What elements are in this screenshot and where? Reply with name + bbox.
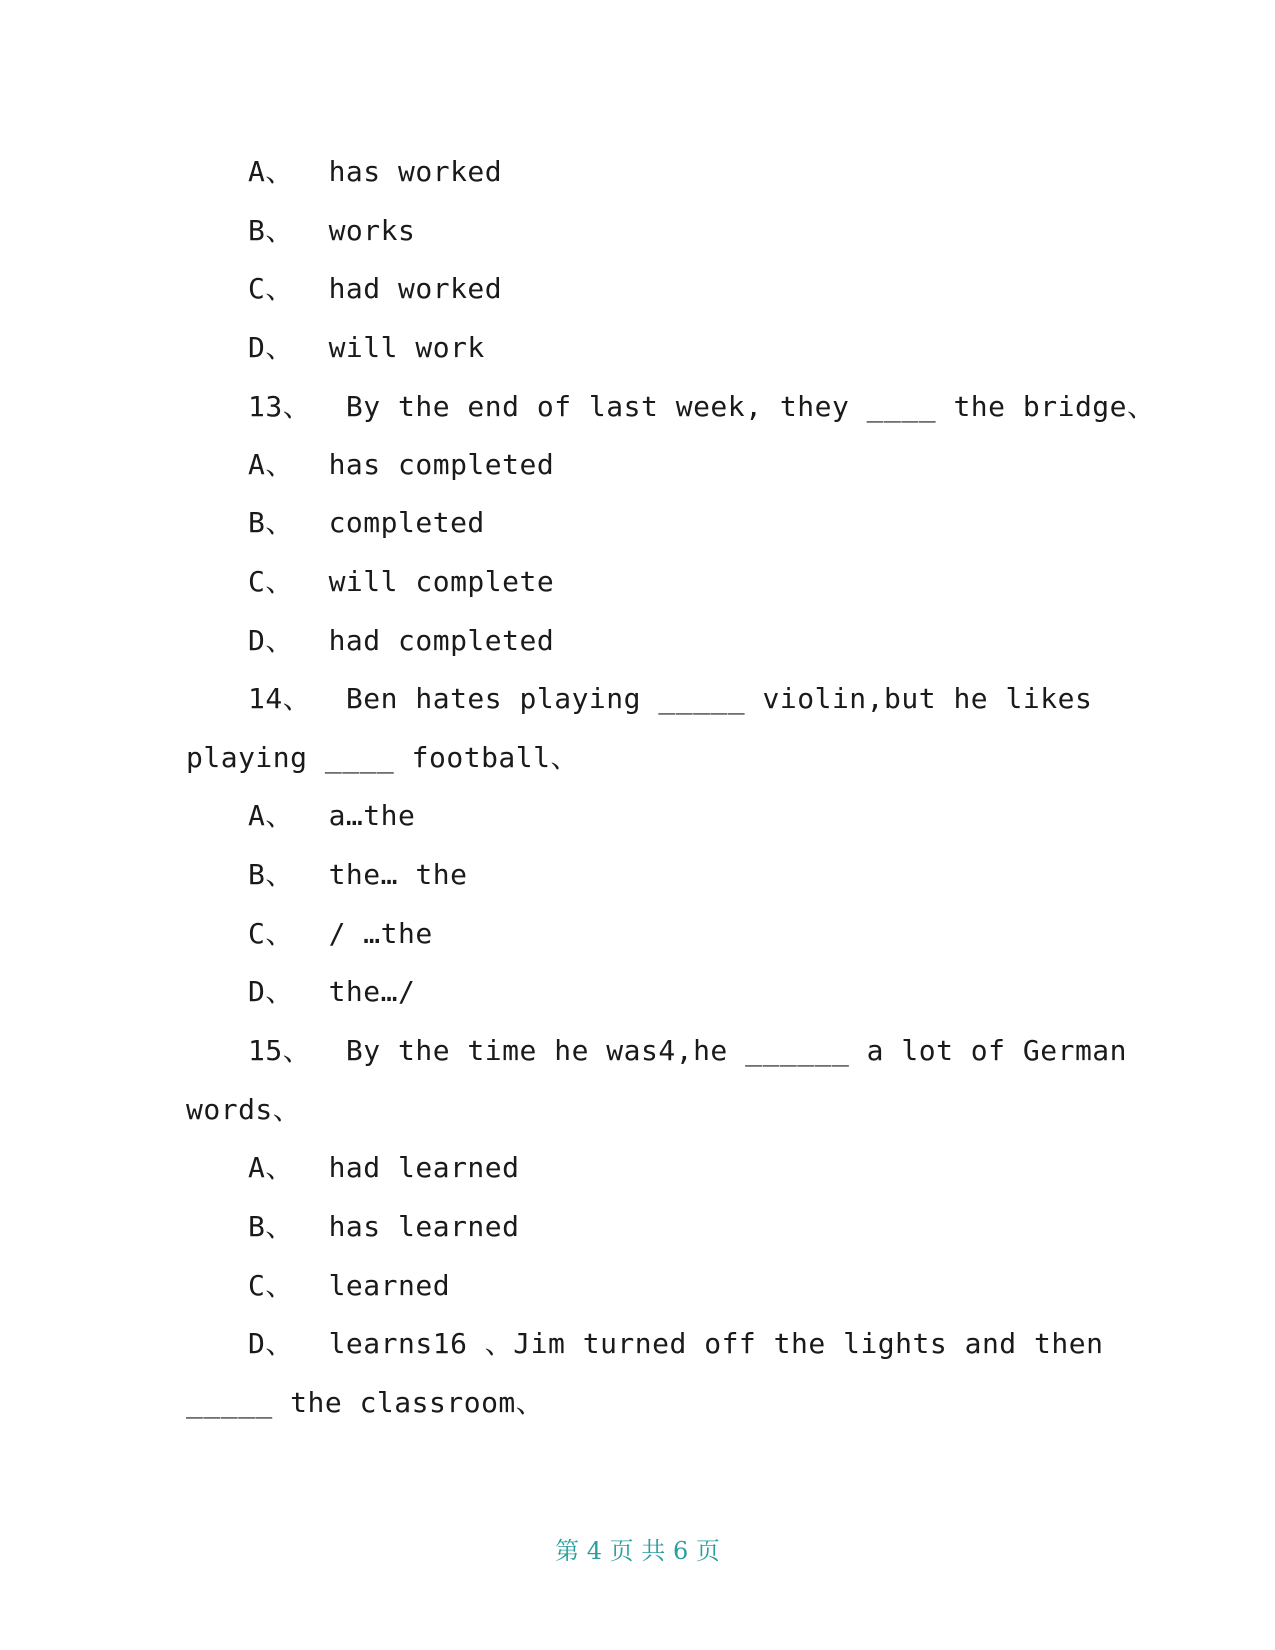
q14-option-c: C、 / …the <box>248 917 433 950</box>
q14-option-b: B、 the… the <box>248 858 468 891</box>
question-16-continued: _____ the classroom、 <box>186 1386 545 1419</box>
q13-option-b: B、 completed <box>248 506 485 539</box>
q13-option-c: C、 will complete <box>248 565 555 598</box>
q12-option-a: A、 has worked <box>248 155 503 188</box>
question-15: 15、 By the time he was4,he ______ a lot of German <box>248 1034 1128 1067</box>
q12-option-c: C、 had worked <box>248 272 503 305</box>
question-15-continued: words、 <box>186 1093 302 1126</box>
q12-option-d: D、 will work <box>248 331 485 364</box>
q15-option-a: A、 had learned <box>248 1151 520 1184</box>
q14-option-a: A、 a…the <box>248 799 416 832</box>
q15-option-b: B、 has learned <box>248 1210 520 1243</box>
q12-option-b: B、 works <box>248 214 416 247</box>
q15-option-c: C、 learned <box>248 1269 451 1302</box>
q13-option-a: A、 has completed <box>248 448 555 481</box>
question-14-continued: playing ____ football、 <box>186 741 580 774</box>
q15-option-d-and-question-16: D、 learns16 、Jim turned off the lights and then <box>248 1327 1104 1360</box>
page-number-footer: 第 4 页 共 6 页 <box>555 1537 720 1565</box>
question-13: 13、 By the end of last week, they ____ the bridge、 <box>248 390 1156 423</box>
q13-option-d: D、 had completed <box>248 624 555 657</box>
question-14: 14、 Ben hates playing _____ violin,but he likes <box>248 682 1093 715</box>
q14-option-d: D、 the…/ <box>248 975 416 1008</box>
